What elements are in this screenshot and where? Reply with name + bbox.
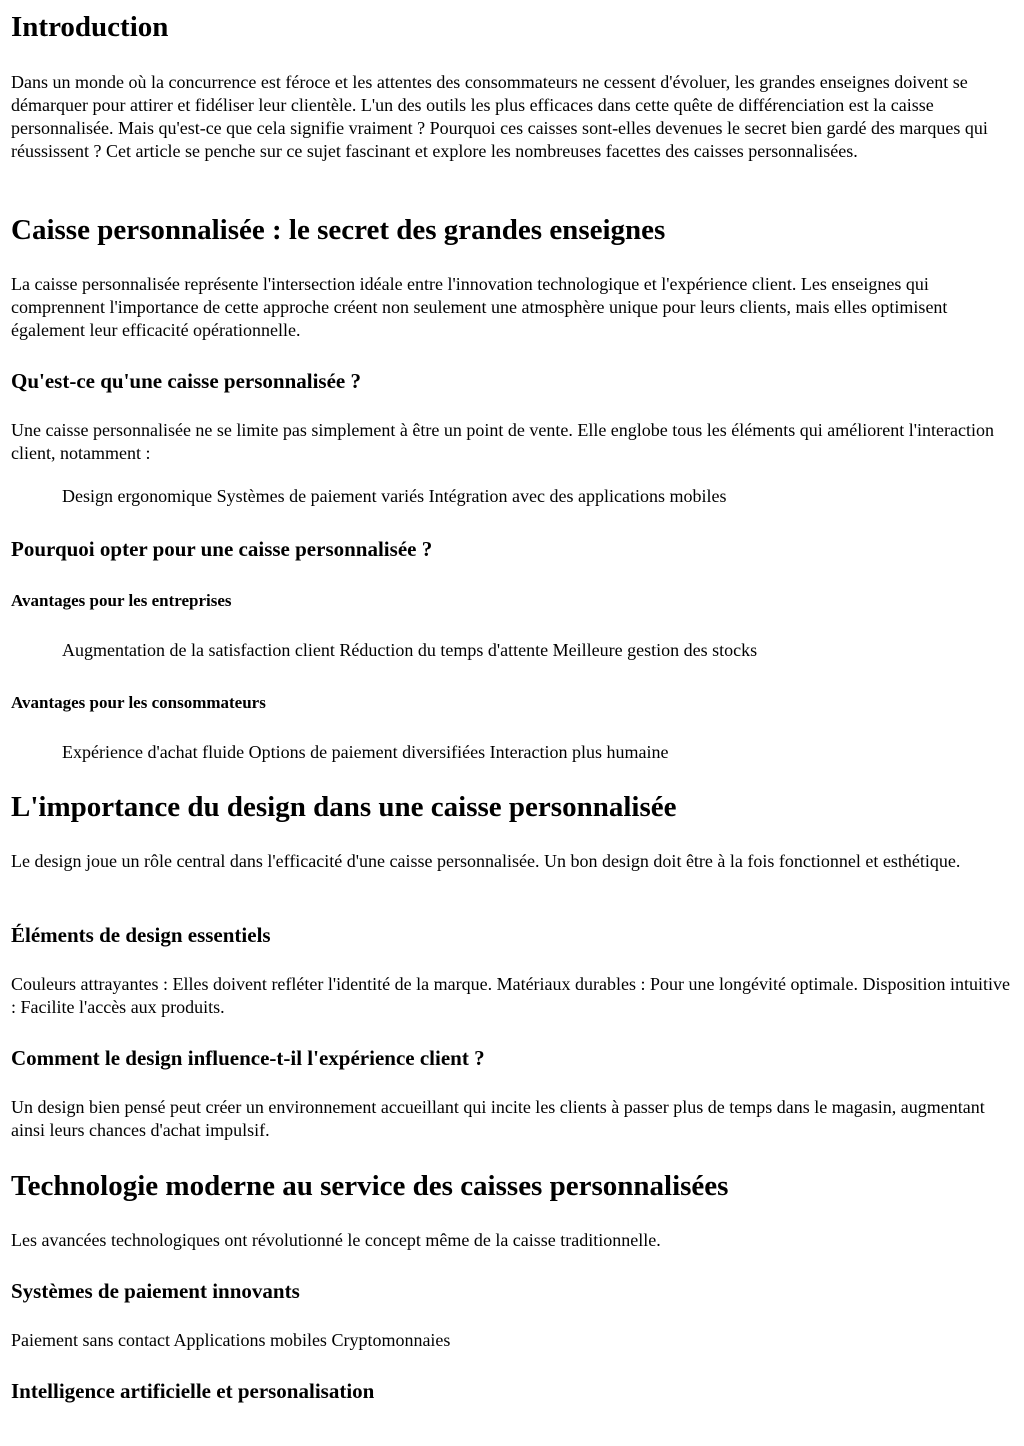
section-heading-technology: Technologie moderne au service des caisses personnalisées xyxy=(11,1170,729,1202)
section-heading-design: L'importance du design dans une caisse personnalisée xyxy=(11,791,677,823)
subheading-ai-personalisation: Intelligence artificielle et personalisation xyxy=(11,1379,375,1403)
paragraph-design-influence: Un design bien pensé peut créer un environnement accueillant qui incite les clients à passer plus de temps dans le magasin, augmentant ainsi leurs chances d'achat impulsif. xyxy=(11,1097,985,1140)
section-paragraph-design: Le design joue un rôle central dans l'efficacité d'une caisse personnalisée. Un bon design doit être à la fois fonctionnel et esthétique. xyxy=(11,851,961,871)
list-business-benefits: Augmentation de la satisfaction client Réduction du temps d'attente Meilleure gestion des stocks xyxy=(62,640,758,660)
subheading-why: Pourquoi opter pour une caisse personnalisée ? xyxy=(11,537,433,561)
section-paragraph-technology: Les avancées technologiques ont révolutionné le concept même de la caisse traditionnelle. xyxy=(11,1230,661,1250)
subheading-design-influence: Comment le design influence-t-il l'expérience client ? xyxy=(11,1046,485,1070)
paragraph-payment-systems: Paiement sans contact Applications mobiles Cryptomonnaies xyxy=(11,1330,451,1350)
list-what-is: Design ergonomique Systèmes de paiement variés Intégration avec des applications mobiles xyxy=(62,486,727,506)
section-paragraph-caisse-personnalisee: La caisse personnalisée représente l'intersection idéale entre l'innovation technologique et l'expérience client. Les enseignes qui comprennent l'importance de cette approche créent non seulement une atmosphère unique pour leurs clients, mais elles optimisent également leur efficacité opérationnelle. xyxy=(11,274,948,340)
subheading-consumer-benefits: Avantages pour les consommateurs xyxy=(11,693,266,712)
intro-paragraph: Dans un monde où la concurrence est féroce et les attentes des consommateurs ne cessent d'évoluer, les grandes enseignes doivent se démarquer pour attirer et fidéliser leur clientèle. L'un des outils les plus efficaces dans cette quête de différenciation est la caisse personnalisée. Mais qu'est-ce que cela signifie vraiment ? Pourquoi ces caisses sont-elles devenues le secret bien gardé des marques qui réussissent ? Cet article se penche sur ce sujet fascinant et explore les nombreuses facettes des caisses personnalisées. xyxy=(11,72,988,161)
intro-heading: Introduction xyxy=(11,11,169,43)
section-heading-caisse-personnalisee: Caisse personnalisée : le secret des grandes enseignes xyxy=(11,214,666,246)
paragraph-design-elements: Couleurs attrayantes : Elles doivent refléter l'identité de la marque. Matériaux durables : Pour une longévité optimale. Disposition intuitive : Facilite l'accès aux produits. xyxy=(11,974,1010,1017)
subheading-what-is: Qu'est-ce qu'une caisse personnalisée ? xyxy=(11,369,361,393)
subheading-design-elements: Éléments de design essentiels xyxy=(11,923,271,947)
paragraph-what-is: Une caisse personnalisée ne se limite pas simplement à être un point de vente. Elle englobe tous les éléments qui améliorent l'interaction client, notamment : xyxy=(11,420,994,463)
subheading-business-benefits: Avantages pour les entreprises xyxy=(11,591,232,610)
subheading-payment-systems: Systèmes de paiement innovants xyxy=(11,1279,300,1303)
list-consumer-benefits: Expérience d'achat fluide Options de paiement diversifiées Interaction plus humaine xyxy=(62,742,669,762)
